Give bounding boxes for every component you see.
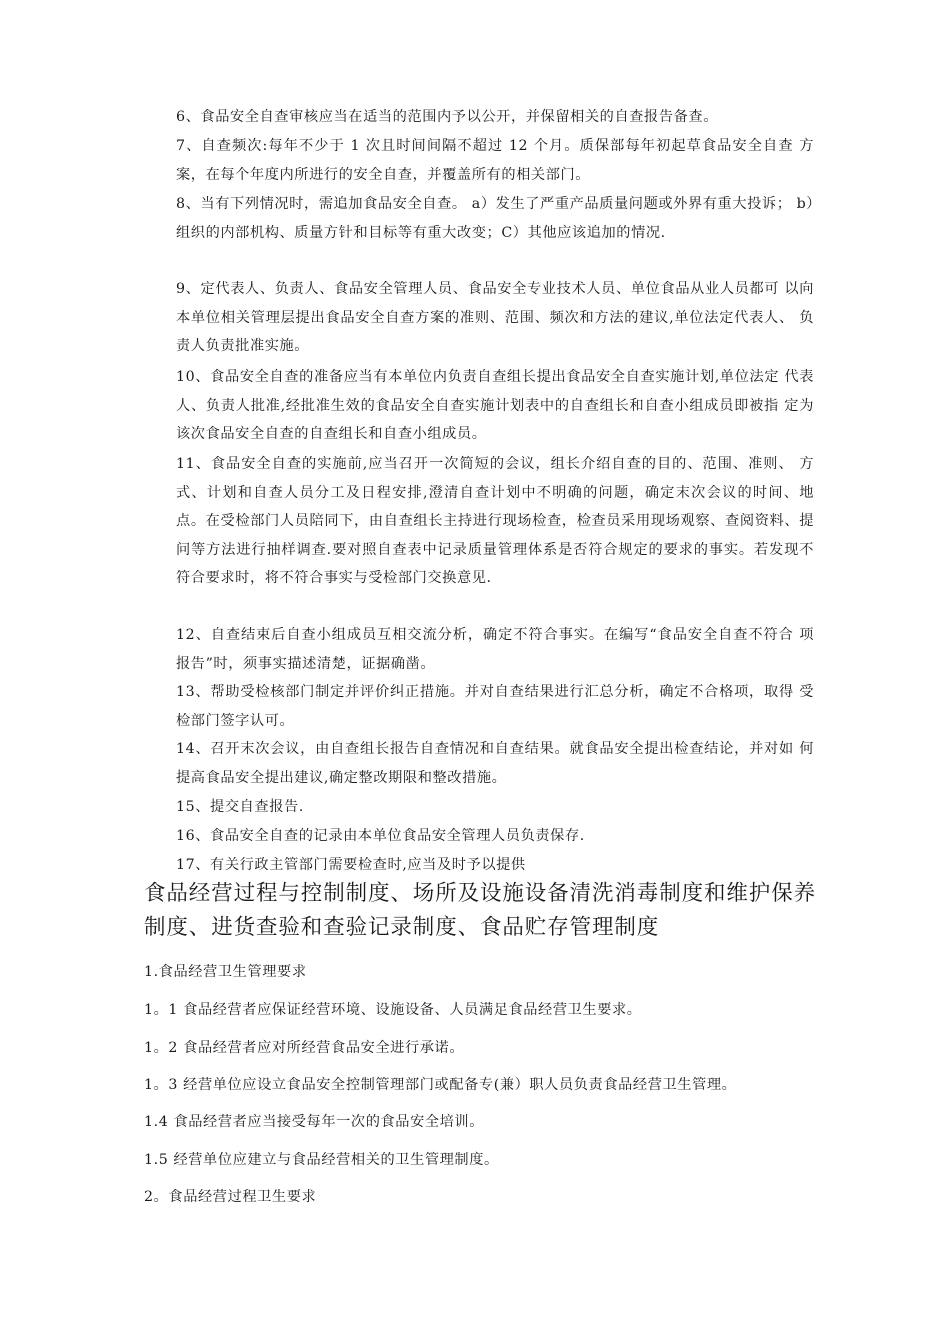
sub-item-1-2: 1。2 食品经营者应对所经营食品安全进行承诺。 [144, 1040, 465, 1056]
item-12: 12、自查结束后自查小组成员互相交流分析，确定不符合事实。在编写“食品安全自查不符合 项报告”时，须事实描述清楚，证据确凿。 [176, 627, 814, 672]
sub-item-1-4: 1.4 食品经营者应当接受每年一次的食品安全培训。 [144, 1114, 485, 1130]
item-10: 10、食品安全自查的准备应当有本单位内负责自查组长提出食品安全自查实施计划,单位法定 代表人、负责人批准,经批准生效的食品安全自查实施计划表中的自查组长和自查小组成员即被指 定为该次食品安全自查的自查组长和自查小组成员。 [176, 369, 814, 442]
item-16: 16、食品安全自查的记录由本单位食品安全管理人员负责保存. [176, 828, 585, 844]
sub-item-1-3: 1。3 经营单位应设立食品安全控制管理部门或配备专(兼）职人员负责食品经营卫生管理。 [144, 1077, 737, 1093]
sub-item-1-1: 1。1 食品经营者应保证经营环境、设施设备、人员满足食品经营卫生要求。 [144, 1002, 642, 1018]
item-8: 8、当有下列情况时，需追加食品安全自查。 a）发生了严重产品质量问题或外界有重大投诉； b）组织的内部机构、质量方针和目标等有重大改变；C）其他应该追加的情况. [176, 196, 814, 241]
item-11: 11、食品安全自查的实施前,应当召开一次简短的会议，组长介绍自查的目的、范围、准则、 方式、计划和自查人员分工及日程安排,澄清自查计划中不明确的问题，确定末次会议的时间、地 点。在受检部门人员陪同下，由自查组长主持进行现场检查，检查员采用现场观察、查阅资料、提 问等方法进行抽样调查.要对照自查表中记录质量管理体系是否符合规定的要求的事实。若发现不 符合要求时，将不符合事实与受检部门交换意见. [176, 456, 814, 586]
item-15: 15、提交自查报告. [176, 799, 304, 815]
item-13: 13、帮助受检核部门制定并评价纠正措施。并对自查结果进行汇总分析，确定不合格项，取得 受检部门签字认可。 [176, 684, 814, 729]
item-9: 9、定代表人、负责人、食品安全管理人员、食品安全专业技术人员、单位食品从业人员都可 以向本单位相关管理层提出食品安全自查方案的准则、范围、频次和方法的建议,单位法定代表人、 负责人负责批准实施。 [176, 281, 814, 354]
item-6: 6、食品安全自查审核应当在适当的范围内予以公开，并保留相关的自查报告备查。 [176, 109, 718, 125]
sub-item-2: 2。食品经营过程卫生要求 [144, 1189, 317, 1205]
section-heading: 食品经营过程与控制制度、场所及设施设备清洗消毒制度和维护保养制度、进货查验和查验记录制度、食品贮存管理制度 [144, 881, 817, 940]
item-14: 14、召开末次会议，由自查组长报告自查情况和自查结果。就食品安全提出检查结论，并对如 何提高食品安全提出建议,确定整改期限和整改措施。 [176, 741, 814, 786]
sub-item-1: 1.食品经营卫生管理要求 [144, 964, 307, 980]
item-17: 17、有关行政主管部门需要检查时,应当及时予以提供 [176, 857, 526, 873]
item-7: 7、自查频次:每年不少于 1 次且时间间隔不超过 12 个月。质保部每年初起草食品安全自查 方案，在每个年度内所进行的安全自查，并覆盖所有的相关部门。 [176, 138, 814, 183]
sub-item-1-5: 1.5 经营单位应建立与食品经营相关的卫生管理制度。 [144, 1152, 499, 1168]
